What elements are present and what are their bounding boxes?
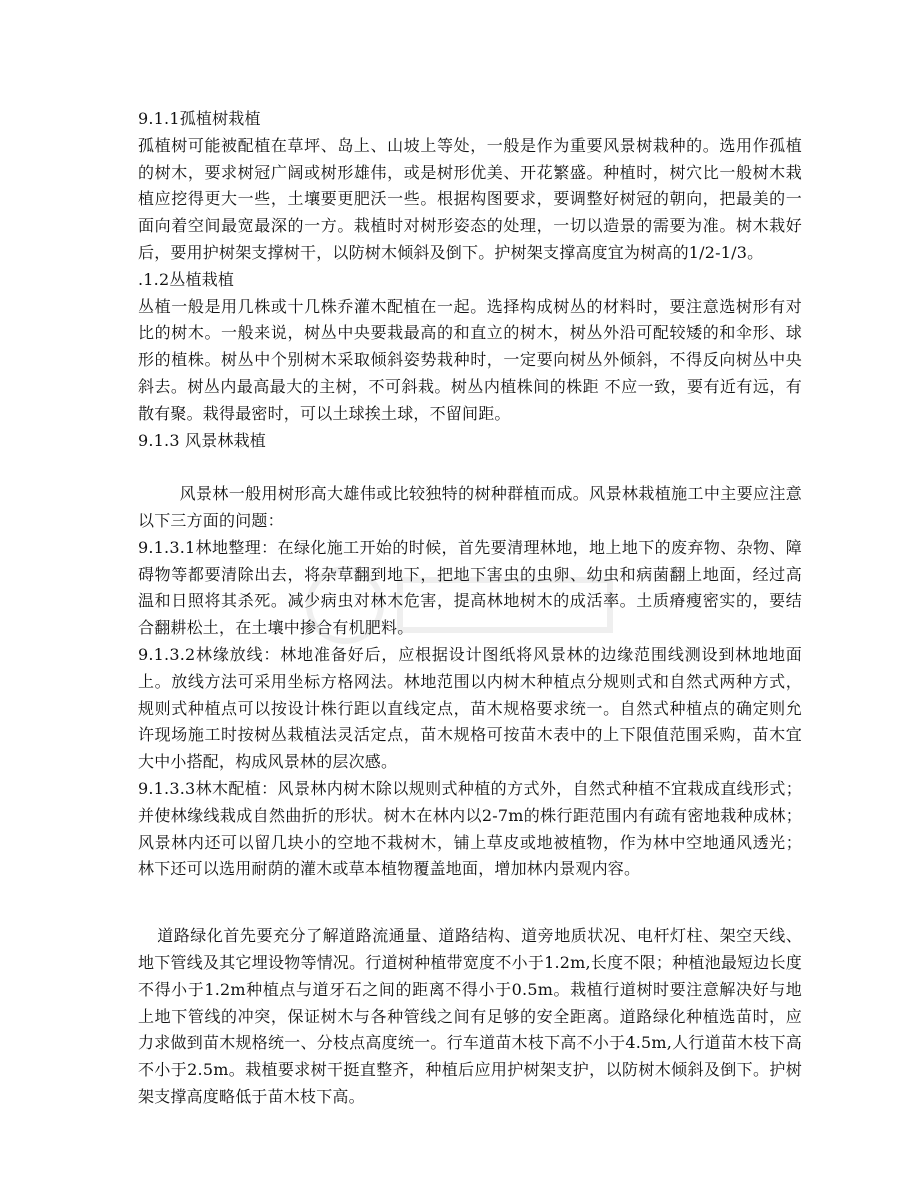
blank-line — [138, 883, 802, 923]
blank-line — [138, 454, 802, 481]
section-heading-cluster-planting: .1.2丛植栽植 — [138, 269, 235, 289]
paragraph-forest-land-preparation: 9.1.3.1林地整理：在绿化施工开始的时候，首先要清理林地，地上地下的废弃物、杂物、障碍物等都要清除出去，将杂草翻到地下，把地下害虫的虫卵、幼虫和病菌翻上地面，经过高温和日照将其杀死。减少病虫对林木危害，提高林地树木的成活率。土质瘠瘦密实的，要结合翻耕松土，在土壤中掺合有机肥料。 — [138, 537, 802, 638]
paragraph-solitary-planting: 孤植树可能被配植在草坪、岛上、山坡上等处，一般是作为重要风景树栽种的。选用作孤植的树木，要求树冠广阔或树形雄伟，或是树形优美、开花繁盛。种植时，树穴比一般树木栽植应挖得更大一些，土壤要更肥沃一些。根据构图要求，要调整好树冠的朝向，把最美的一面向着空间最宽最深的一方。栽植时对树形姿态的处理，一切以造景的需要为准。树木栽好后，要用护树架支撑树干，以防树木倾斜及倒下。护树架支撑高度宜为树高的1/2-1/3。 — [138, 135, 802, 262]
paragraph-forest-edge-layout: 9.1.3.2林缘放线：林地准备好后，应根据设计图纸将风景林的边缘范围线测设到林地地面上。放线方法可采用坐标方格网法。林地范围以内树木种植点分规则式和自然式两种方式，规则式种植点可以按设计株行距以直线定点，苗木规格要求统一。自然式种植点的确定则允许现场施工时按树丛栽植法灵活定点，苗木规格可按苗木表中的上下限值范围采购，苗木宜大中小搭配，构成风景林的层次感。 — [138, 644, 802, 772]
section-heading-solitary-planting: 9.1.1孤植树栽植 — [138, 109, 261, 128]
paragraph-scenic-forest-intro: 风景林一般用树形高大雄伟或比较独特的树种群植而成。风景林栽植施工中主要应注意以下三方面的问题： — [138, 484, 802, 530]
paragraph-forest-tree-arrangement: 9.1.3.3林木配植：风景林内树木除以规则式种植的方式外，自然式种植不宜栽成直线形式；并使林缘线栽成自然曲折的形状。树木在林内以2-7m的株行距范围内有疏有密地栽种成林；风景林内还可以留几块小的空地不栽树木，铺上草皮或地被植物，作为林中空地通风透光；林下还可以选用耐荫的灌木或草本植物覆盖地面，增加林内景观内容。 — [138, 778, 802, 879]
paragraph-road-greening: 道路绿化首先要充分了解道路流通量、道路结构、道旁地质状况、电杆灯柱、架空天线、地下管线及其它埋设物等情况。行道树种植带宽度不小于1.2m,长度不限；种植池最短边长度不得小于1.2m种植点与道牙石之间的距离不得小于0.5m。栽植行道树时要注意解决好与地上地下管线的冲突，保证树木与各种管线之间有足够的安全距离。道路绿化种植选苗时，应力求做到苗木规格统一、分枝点高度统一。行车道苗木枝下高不小于4.5m,人行道苗木枝下高不小于2.5m。栽植要求树干挺直整齐，种植后应用护树架支护，以防树木倾斜及倒下。护树架支撑高度略低于苗木枝下高。 — [138, 926, 802, 1106]
document-body — [138, 106, 802, 1111]
section-heading-scenic-forest: 9.1.3 风景林栽植 — [138, 430, 266, 450]
paragraph-cluster-planting: 丛植一般是用几株或十几株乔灌木配植在一起。选择构成树丛的材料时，要注意选树形有对比的树木。一般来说，树丛中央要栽最高的和直立的树木，树丛外沿可配较矮的和伞形、球形的植株。树丛中个别树木采取倾斜姿势栽种时，一定要向树丛外倾斜，不得反向树丛中央斜去。树丛内最高最大的主树，不可斜栽。树丛内植株间的株距 不应一致，要有近有远，有散有聚。栽得最密时，可以土球挨土球，不留间距。 — [138, 296, 802, 423]
